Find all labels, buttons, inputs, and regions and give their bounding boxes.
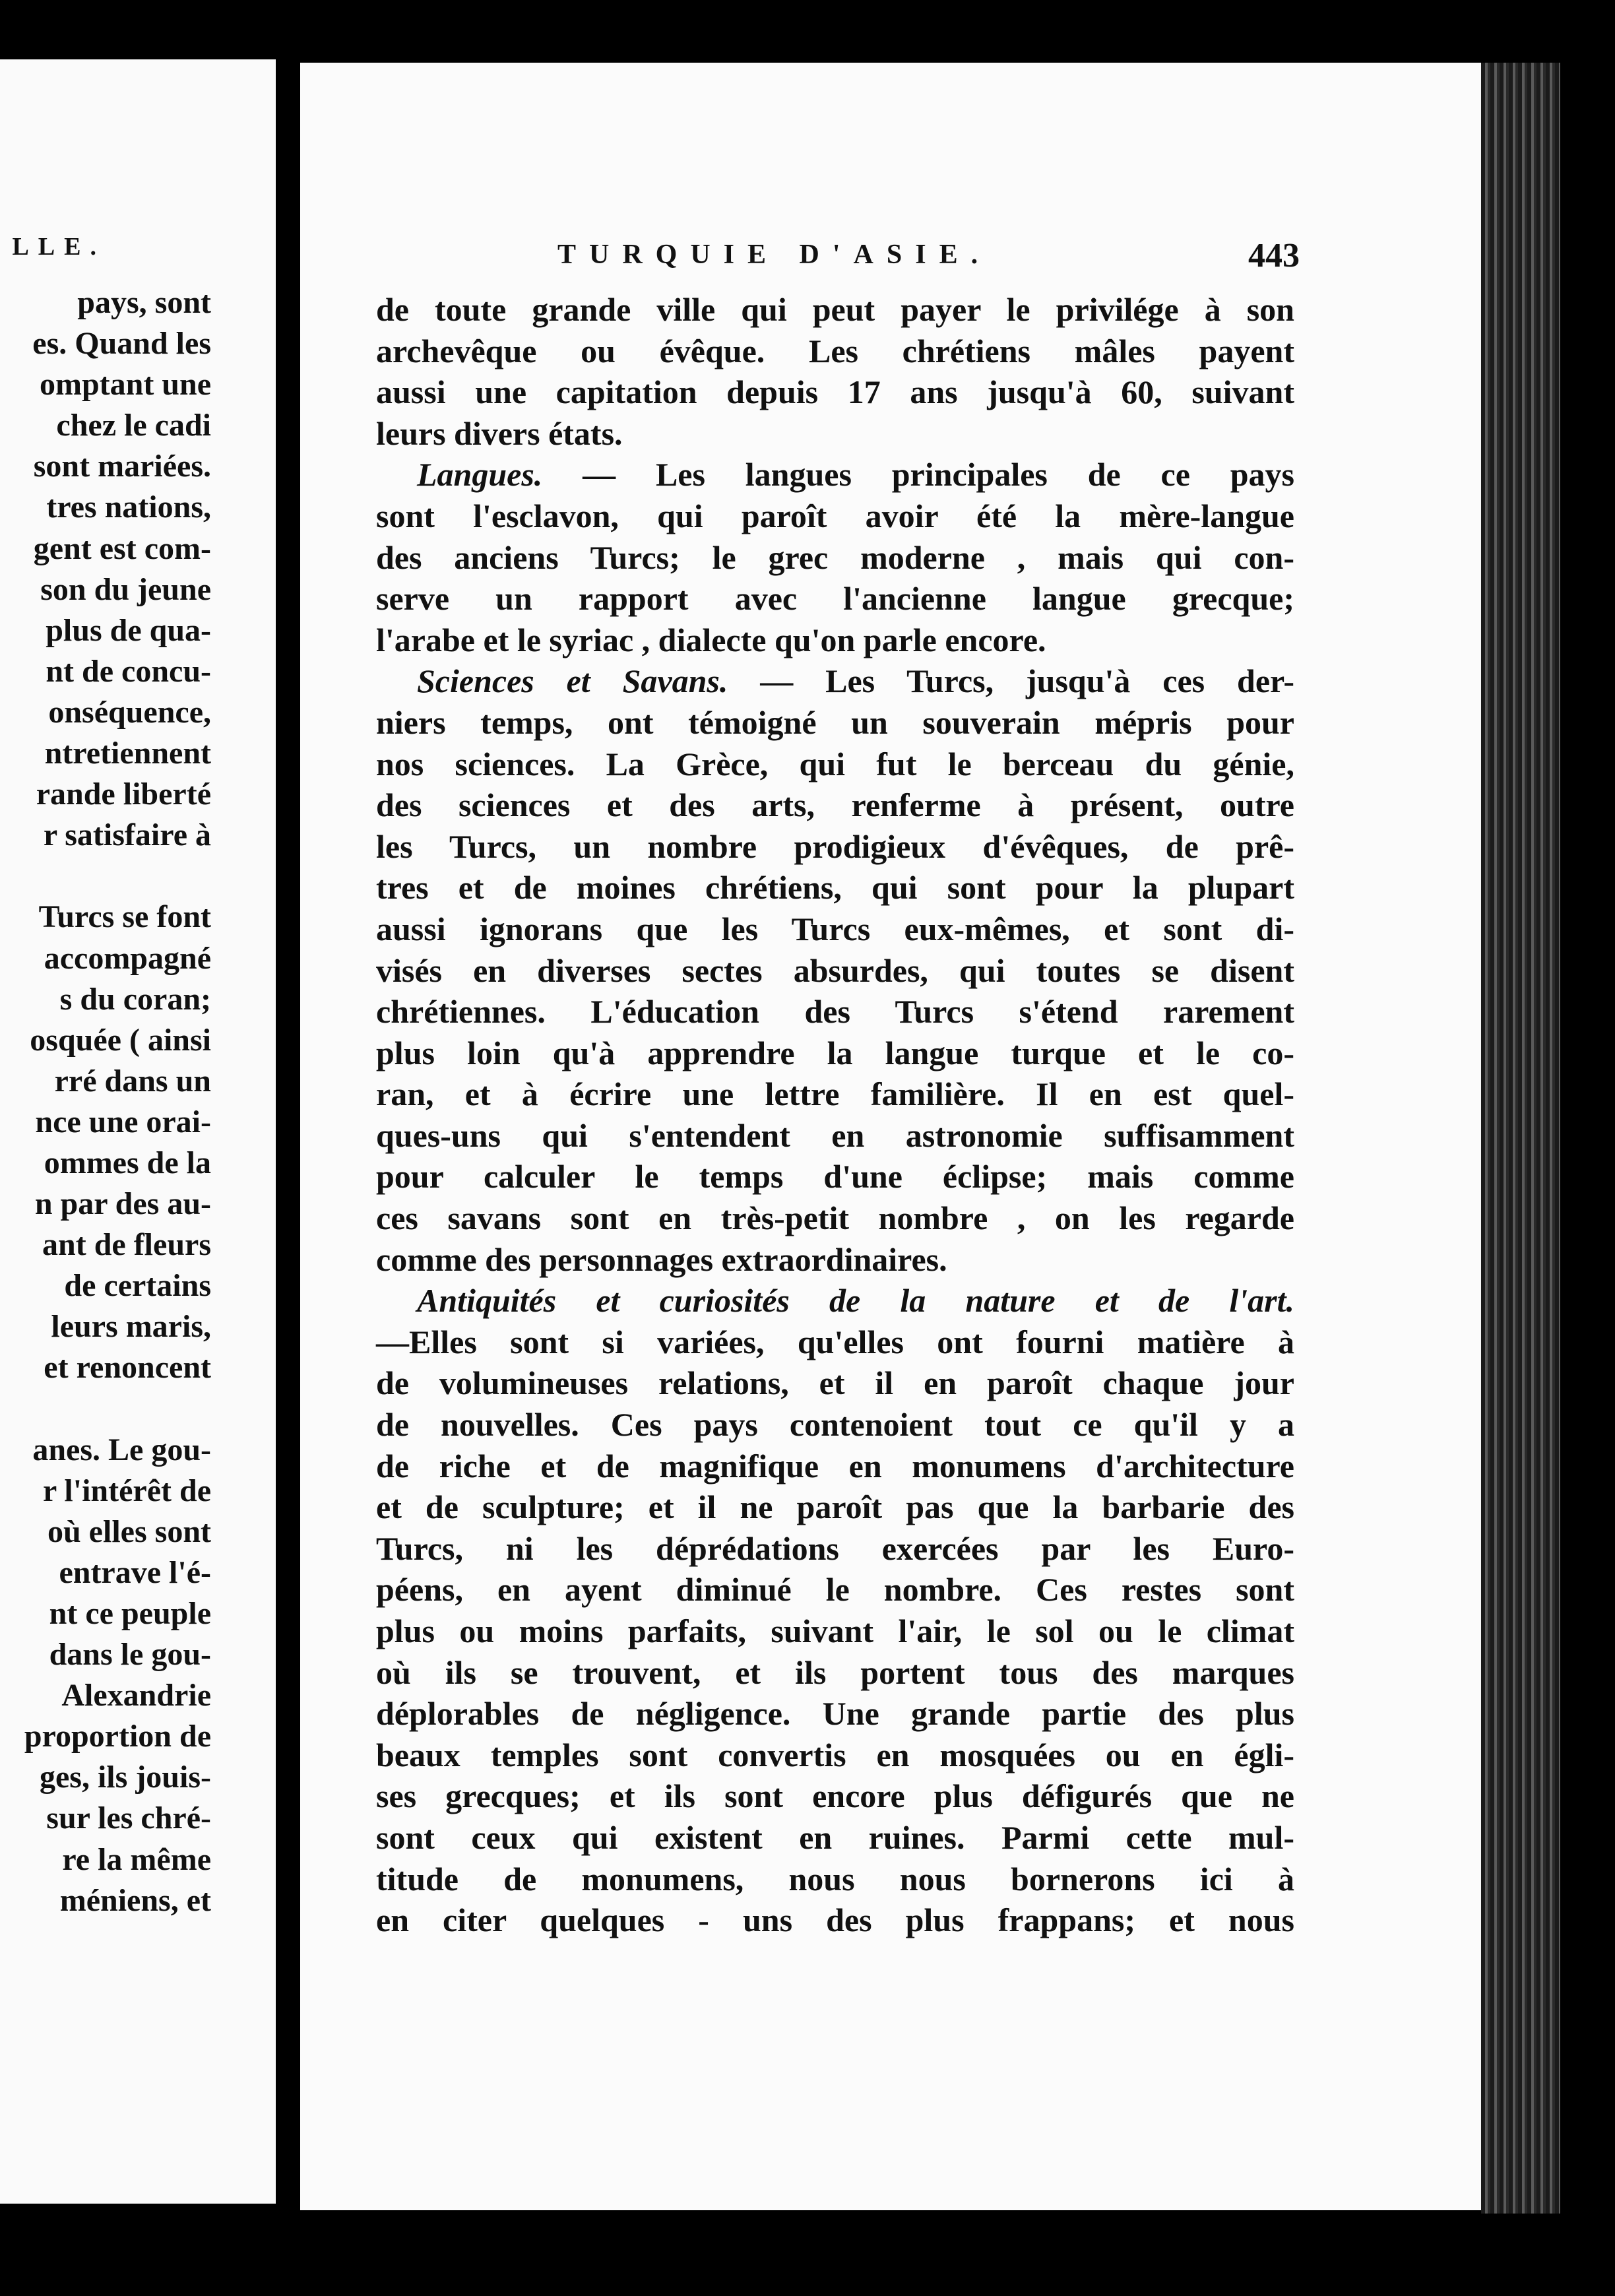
text-line: péens, en ayent diminué le nombre. Ces restes sont <box>376 1571 1294 1609</box>
page-number: 443 <box>1248 237 1300 274</box>
facing-page-line: gent est com- <box>33 530 211 566</box>
facing-page-line: accompagné <box>44 940 211 976</box>
text-line: nos sciences. La Grèce, qui fut le berceau du génie, <box>376 745 1294 782</box>
facing-page-line: Alexandrie <box>61 1678 211 1713</box>
text-line: l'arabe et le syriac , dialecte qu'on parle encore. <box>376 621 1046 658</box>
facing-page-line: son du jeune <box>40 571 211 607</box>
facing-page-line <box>0 856 211 897</box>
facing-page-line: leurs maris, <box>51 1309 211 1345</box>
text-line: archevêque ou évêque. Les chrétiens mâles payent <box>376 332 1294 369</box>
text-line: Turcs, ni les déprédations exercées par les Euro- <box>376 1529 1294 1567</box>
facing-page-line: de certains <box>64 1268 211 1304</box>
text-line: des anciens Turcs; le grec moderne , mais qui con- <box>376 538 1294 576</box>
facing-page-line: nt ce peuple <box>49 1596 211 1631</box>
facing-page-line <box>0 1389 211 1430</box>
text-line: sont l'esclavon, qui paroît avoir été la mère-langue <box>376 497 1294 534</box>
text-line: niers temps, ont témoigné un souverain mépris pour <box>376 703 1294 741</box>
section-langues <box>376 454 1294 495</box>
text-line: plus ou moins parfaits, suivant l'air, le sol ou le climat <box>376 1612 1294 1649</box>
text-line: les Turcs, un nombre prodigieux d'évêques, de prê- <box>376 827 1294 865</box>
text-line: ses grecques; et ils sont encore plus défigurés que ne <box>376 1777 1294 1815</box>
running-title: TURQUIE D'ASIE. <box>557 239 992 270</box>
facing-page-line: n par des au- <box>34 1186 211 1222</box>
text-line: titude de monumens, nous nous bornerons ici à <box>376 1860 1294 1897</box>
text-line: et de sculpture; et il ne paroît pas que la barbarie des <box>376 1488 1294 1526</box>
facing-page-line: pays, sont <box>77 285 211 320</box>
facing-page <box>0 59 276 2204</box>
text-run: — Les Turcs, jusqu'à ces der- <box>728 662 1295 700</box>
facing-page-line: méniens, et <box>59 1882 211 1918</box>
facing-page-line: re la même <box>62 1841 211 1877</box>
section-heading-antiquites: Antiquités et curiosités de la nature et de l'art. <box>417 1282 1294 1320</box>
facing-page-line: anes. Le gou- <box>32 1432 211 1467</box>
text-line: leurs divers états. <box>376 414 623 452</box>
facing-page-line: Turcs se font <box>38 899 211 935</box>
facing-page-line: où elles sont <box>47 1514 211 1549</box>
text-line: sont ceux qui existent en ruines. Parmi cette mul- <box>376 1818 1294 1856</box>
text-line: ces savans sont en très-petit nombre , on les regarde <box>376 1199 1294 1237</box>
facing-page-line: es. Quand les <box>32 326 211 362</box>
facing-page-line: tres nations, <box>46 490 211 525</box>
text-line: serve un rapport avec l'ancienne langue grecque; <box>376 580 1294 618</box>
facing-page-line: chez le cadi <box>56 408 211 443</box>
text-line: chrétiennes. L'éducation des Turcs s'étend rarement <box>376 993 1294 1031</box>
text-line: pour calculer le temps d'une éclipse; mais comme <box>376 1158 1294 1196</box>
facing-page-line: ant de fleurs <box>42 1227 211 1263</box>
facing-page-line: dans le gou- <box>49 1637 211 1673</box>
text-line: déplorables de négligence. Une grande partie des plus <box>376 1695 1294 1733</box>
facing-page-text <box>0 282 211 1921</box>
body-text <box>376 289 1294 1941</box>
text-line: beaux temples sont convertis en mosquées ou en égli- <box>376 1736 1294 1773</box>
facing-page-line: r l'intérêt de <box>42 1473 211 1508</box>
facing-page-line: sur les chré- <box>46 1801 211 1836</box>
facing-page-line: ges, ils jouis- <box>39 1760 211 1795</box>
running-header <box>557 239 1300 285</box>
text-line: de volumineuses relations, et il en paroît chaque jour <box>376 1364 1294 1402</box>
facing-page-line: ntretiennent <box>44 736 211 771</box>
text-line: où ils se trouvent, et ils portent tous des marques <box>376 1653 1294 1691</box>
facing-page-line: s du coran; <box>59 981 211 1017</box>
text-line: de nouvelles. Ces pays contenoient tout ce qu'il y a <box>376 1406 1294 1444</box>
text-line: en citer quelques - uns des plus frappans; et nous <box>376 1901 1294 1939</box>
facing-page-line: rande liberté <box>36 777 211 812</box>
facing-page-line: onséquence, <box>48 694 211 730</box>
text-line: aussi ignorans que les Turcs eux-mêmes, et sont di- <box>376 910 1294 947</box>
section-heading: Langues. <box>417 456 543 494</box>
page-edges <box>1481 63 1560 2214</box>
text-line: —Elles sont si variées, qu'elles ont fourni matière à <box>376 1323 1294 1360</box>
text-line: de toute grande ville qui peut payer le privilége à son <box>376 291 1294 328</box>
facing-page-line: rré dans un <box>54 1063 211 1099</box>
facing-page-header: LLE. <box>12 233 106 261</box>
facing-page-line: nce une orai- <box>35 1104 211 1139</box>
text-line: ran, et à écrire une lettre familière. Il en est quel- <box>376 1075 1294 1113</box>
facing-page-line: r satisfaire à <box>43 817 211 853</box>
section-sciences <box>376 660 1294 702</box>
text-line: plus loin qu'à apprendre la langue turque et le co- <box>376 1034 1294 1071</box>
facing-page-line: nt de concu- <box>46 653 211 689</box>
text-line: de riche et de magnifique en monumens d'architecture <box>376 1447 1294 1484</box>
text-line: des sciences et des arts, renferme à présent, outre <box>376 786 1294 824</box>
text-line: visés en diverses sectes absurdes, qui toutes se disent <box>376 951 1294 989</box>
facing-page-line: proportion de <box>24 1719 211 1754</box>
text-line: comme des personnages extraordinaires. <box>376 1240 947 1278</box>
text-line: tres et de moines chrétiens, qui sont pour la plupart <box>376 869 1294 907</box>
facing-page-line: entrave l'é- <box>59 1554 211 1590</box>
facing-page-line: et renoncent <box>44 1350 211 1386</box>
text-line: ques-uns qui s'entendent en astronomie suffisamment <box>376 1116 1294 1154</box>
text-line: aussi une capitation depuis 17 ans jusqu'à 60, suivant <box>376 373 1294 411</box>
facing-page-line: osquée ( ainsi <box>30 1022 211 1058</box>
facing-page-line: plus de qua- <box>46 612 211 648</box>
facing-page-line: sont mariées. <box>33 449 211 484</box>
facing-page-line: omptant une <box>39 367 211 402</box>
section-heading: Sciences et Savans. <box>417 662 728 700</box>
text-run: — Les langues principales de ce pays <box>542 456 1294 494</box>
facing-page-line: ommes de la <box>44 1145 211 1180</box>
